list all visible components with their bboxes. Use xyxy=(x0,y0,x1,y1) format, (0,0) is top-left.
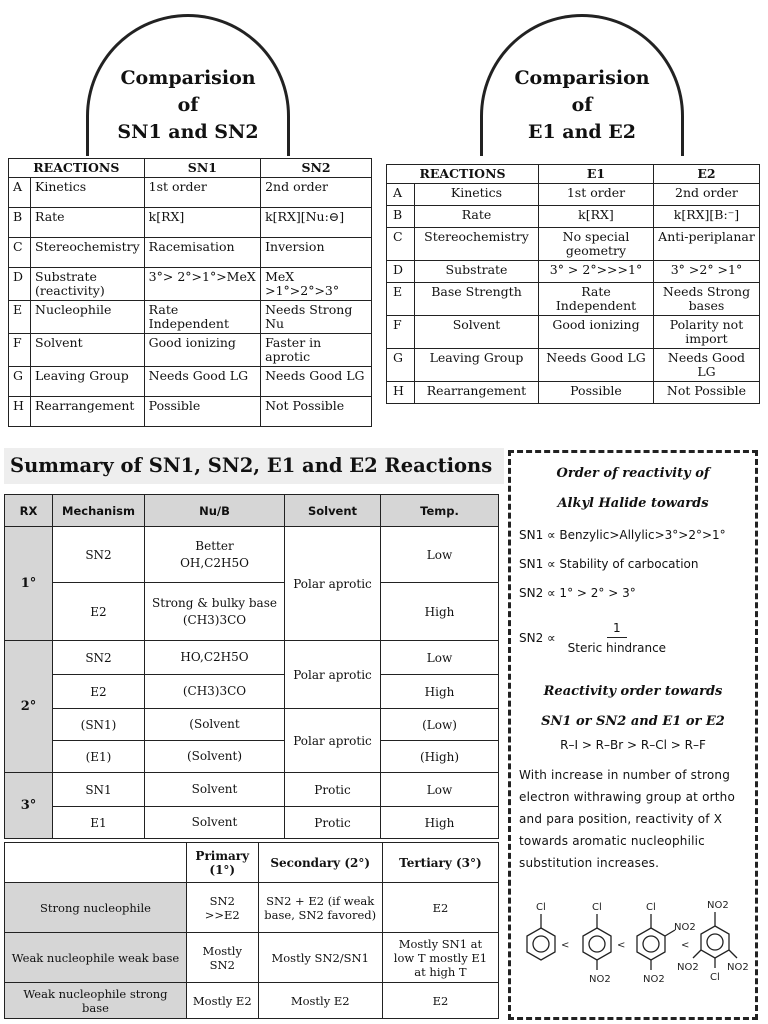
reactivity-line: SN2 ∝ 1° > 2° > 3° xyxy=(519,586,636,600)
primary-cell: Mostly SN2 xyxy=(187,933,259,983)
temp-cell: High xyxy=(381,807,499,839)
row-code: B xyxy=(387,206,415,228)
heading-line: of xyxy=(571,94,593,116)
property-cell: Kinetics xyxy=(415,184,539,206)
row-code: G xyxy=(9,367,31,397)
property-cell: Substrate (reactivity) xyxy=(31,268,145,301)
value-cell: 1st order xyxy=(144,178,260,208)
summary-table xyxy=(4,494,499,839)
value-cell: 1st order xyxy=(539,184,654,206)
property-cell: Stereochemistry xyxy=(415,228,539,261)
table-row xyxy=(5,675,499,709)
table-header-row xyxy=(387,165,760,184)
chem-label: Cl xyxy=(592,902,602,913)
row-code: B xyxy=(9,208,31,238)
less-than-sign: < xyxy=(617,940,626,951)
reactivity-line: SN1 ∝ Benzylic>Allylic>3°>2°>1° xyxy=(519,528,726,542)
summary-title: Summary of SN1, SN2, E1 and E2 Reactions xyxy=(4,448,504,484)
mechanism-cell: E1 xyxy=(53,807,145,839)
heading-line: Comparision xyxy=(514,67,650,89)
benzene-ring-1 xyxy=(527,928,555,960)
secondary-cell: Mostly E2 xyxy=(258,983,382,1019)
column-header: REACTIONS xyxy=(387,165,539,184)
mechanism-cell: E2 xyxy=(53,675,145,709)
tertiary-cell: Mostly SN1 at low T mostly E1 at high T xyxy=(382,933,498,983)
value-cell: Rate Independent xyxy=(539,283,654,316)
chlorobenzene-series-diagram xyxy=(519,890,751,990)
column-header: E1 xyxy=(539,165,654,184)
secondary-cell: Mostly SN2/SN1 xyxy=(258,933,382,983)
table-row xyxy=(387,261,760,283)
aromatic-substitution-note: With increase in number of strong electron withrawing group at ortho and para position, reactivity of X towards aromatic nucleophilic substitution increases. xyxy=(519,768,736,870)
property-cell: Rate xyxy=(415,206,539,228)
solvent-cell: Polar aprotic xyxy=(285,709,381,773)
column-header: Temp. xyxy=(381,495,499,527)
temp-cell: (Low) xyxy=(381,709,499,741)
heading-line: SN1 and SN2 xyxy=(117,121,259,143)
property-cell: Solvent xyxy=(415,316,539,349)
table-row xyxy=(5,807,499,839)
value-cell: MeX >1°>2°>3° xyxy=(261,268,372,301)
halide-order: R–I > R–Br > R–Cl > R–F xyxy=(560,738,706,752)
row-code: H xyxy=(9,397,31,427)
property-cell: Base Strength xyxy=(415,283,539,316)
temp-cell: High xyxy=(381,675,499,709)
chem-label: NO2 xyxy=(677,962,699,973)
rx-cell: 1° xyxy=(5,527,53,641)
benzene-ring-3 xyxy=(637,928,665,960)
column-header: SN1 xyxy=(144,159,260,178)
fraction-denominator: Steric hindrance xyxy=(567,641,667,655)
panel-heading: Order of reactivity of xyxy=(556,466,710,481)
heading-line: Comparision xyxy=(120,67,256,89)
value-cell: Inversion xyxy=(261,238,372,268)
table-row xyxy=(5,883,499,933)
column-header: REACTIONS xyxy=(9,159,145,178)
temp-cell: High xyxy=(381,583,499,641)
table-row xyxy=(9,334,372,367)
temp-cell: (High) xyxy=(381,741,499,773)
value-cell: Racemisation xyxy=(144,238,260,268)
heading-line: E1 and E2 xyxy=(527,121,637,143)
table-row xyxy=(5,773,499,807)
chem-label: Cl xyxy=(536,902,546,913)
table-row xyxy=(387,316,760,349)
e-comparison-table xyxy=(386,164,760,404)
table-row xyxy=(9,268,372,301)
primary-cell: Mostly E2 xyxy=(187,983,259,1019)
reagent-cell: (Solvent xyxy=(145,709,285,741)
less-than-sign: < xyxy=(681,940,690,951)
property-cell: Kinetics xyxy=(31,178,145,208)
row-code: C xyxy=(387,228,415,261)
reagent-value: OH,C2H5O xyxy=(180,555,249,570)
row-code: A xyxy=(387,184,415,206)
value-cell: Needs Good LG xyxy=(539,349,654,382)
mechanism-cell: SN2 xyxy=(53,527,145,583)
property-cell: Substrate xyxy=(415,261,539,283)
table-row xyxy=(387,206,760,228)
property-cell: Solvent xyxy=(31,334,145,367)
value-cell: 3° > 2°>>>1° xyxy=(539,261,654,283)
table-row xyxy=(387,184,760,206)
less-than-sign: < xyxy=(561,940,570,951)
tertiary-cell: E2 xyxy=(382,883,498,933)
value-cell: Good ionizing xyxy=(539,316,654,349)
value-cell: 3° >2° >1° xyxy=(653,261,759,283)
column-header: E2 xyxy=(653,165,759,184)
benzene-ring-2 xyxy=(583,928,611,960)
chem-label: NO2 xyxy=(589,974,611,985)
column-header: RX xyxy=(5,495,53,527)
steric-fraction xyxy=(519,620,747,657)
solvent-cell: Polar aprotic xyxy=(285,527,381,641)
row-code: F xyxy=(387,316,415,349)
panel-heading: Alkyl Halide towards xyxy=(557,496,709,511)
value-cell: Anti-periplanar xyxy=(653,228,759,261)
value-cell: Not Possible xyxy=(261,397,372,427)
tertiary-cell: E2 xyxy=(382,983,498,1019)
table-header-row xyxy=(5,843,499,883)
row-code: A xyxy=(9,178,31,208)
reagent-cell xyxy=(145,583,285,641)
table-row xyxy=(5,983,499,1019)
value-cell: Good ionizing xyxy=(144,334,260,367)
reagent-cell: Solvent xyxy=(145,807,285,839)
column-header: Nu/B xyxy=(145,495,285,527)
table-header-row xyxy=(9,159,372,178)
heading-sn-comparison xyxy=(86,14,290,156)
reagent-cell xyxy=(145,527,285,583)
fraction xyxy=(564,620,670,657)
chem-label: Cl xyxy=(646,902,656,913)
table-row xyxy=(9,397,372,427)
value-cell: Needs Strong Nu xyxy=(261,301,372,334)
reagent-cell: HO,C2H5O xyxy=(145,641,285,675)
value-cell: k[RX] xyxy=(539,206,654,228)
row-code: G xyxy=(387,349,415,382)
reagent-note: Strong & bulky base xyxy=(152,595,277,610)
chem-label: NO2 xyxy=(674,922,696,933)
row-label: Weak nucleophile weak base xyxy=(5,933,187,983)
table-row xyxy=(387,349,760,382)
table-row xyxy=(9,301,372,334)
substrate-degree-table xyxy=(4,842,499,1019)
value-cell: Possible xyxy=(539,382,654,404)
value-cell: Possible xyxy=(144,397,260,427)
table-row xyxy=(5,741,499,773)
property-cell: Rearrangement xyxy=(415,382,539,404)
reagent-note: Better xyxy=(195,538,234,553)
chem-label: NO2 xyxy=(707,900,729,911)
secondary-cell: SN2 + E2 (if weak base, SN2 favored) xyxy=(258,883,382,933)
value-cell: Polarity not import xyxy=(653,316,759,349)
panel-heading: Reactivity order towards xyxy=(543,684,723,699)
primary-cell: SN2 >>E2 xyxy=(187,883,259,933)
solvent-cell: Protic xyxy=(285,807,381,839)
table-row xyxy=(9,208,372,238)
value-cell: No special geometry xyxy=(539,228,654,261)
sn-comparison-table xyxy=(8,158,372,427)
table-row xyxy=(5,933,499,983)
column-header xyxy=(5,843,187,883)
value-cell: Needs Good LG xyxy=(144,367,260,397)
reactivity-notes-panel xyxy=(508,450,758,1020)
property-cell: Stereochemistry xyxy=(31,238,145,268)
value-cell: Needs Strong bases xyxy=(653,283,759,316)
table-row xyxy=(9,238,372,268)
value-cell: Needs Good LG xyxy=(261,367,372,397)
value-cell: Needs Good LG xyxy=(653,349,759,382)
column-header: Solvent xyxy=(285,495,381,527)
table-row xyxy=(387,228,760,261)
property-cell: Rearrangement xyxy=(31,397,145,427)
table-row xyxy=(5,583,499,641)
table-row xyxy=(9,367,372,397)
reagent-cell: (Solvent) xyxy=(145,741,285,773)
value-cell: k[RX][Nu:⊖] xyxy=(261,208,372,238)
property-cell: Nucleophile xyxy=(31,301,145,334)
value-cell: 2nd order xyxy=(653,184,759,206)
temp-cell: Low xyxy=(381,527,499,583)
row-label: Weak nucleophile strong base xyxy=(5,983,187,1019)
column-header: Secondary (2°) xyxy=(258,843,382,883)
solvent-cell: Protic xyxy=(285,773,381,807)
value-cell: k[RX] xyxy=(144,208,260,238)
row-code: D xyxy=(9,268,31,301)
property-cell: Leaving Group xyxy=(415,349,539,382)
solvent-cell: Polar aprotic xyxy=(285,641,381,709)
temp-cell: Low xyxy=(381,773,499,807)
value-cell: Rate Independent xyxy=(144,301,260,334)
mechanism-cell: SN2 xyxy=(53,641,145,675)
table-row xyxy=(5,709,499,741)
value-cell: Faster in aprotic xyxy=(261,334,372,367)
property-cell: Rate xyxy=(31,208,145,238)
row-code: H xyxy=(387,382,415,404)
fraction-lhs: SN2 ∝ xyxy=(519,631,556,645)
table-row xyxy=(5,527,499,583)
column-header: Tertiary (3°) xyxy=(382,843,498,883)
reagent-cell: (CH3)3CO xyxy=(145,675,285,709)
property-cell: Leaving Group xyxy=(31,367,145,397)
mechanism-cell: SN1 xyxy=(53,773,145,807)
row-code: E xyxy=(9,301,31,334)
table-row xyxy=(387,382,760,404)
value-cell: 2nd order xyxy=(261,178,372,208)
chem-label: NO2 xyxy=(727,962,749,973)
row-code: D xyxy=(387,261,415,283)
chem-label: Cl xyxy=(710,972,720,983)
mechanism-cell: E2 xyxy=(53,583,145,641)
rx-cell: 3° xyxy=(5,773,53,839)
rx-cell: 2° xyxy=(5,641,53,773)
value-cell: k[RX][B:⁻] xyxy=(653,206,759,228)
value-cell: 3°> 2°>1°>MeX xyxy=(144,268,260,301)
chem-label: NO2 xyxy=(643,974,665,985)
reactivity-line: SN1 ∝ Stability of carbocation xyxy=(519,557,699,571)
table-row xyxy=(9,178,372,208)
column-header: Mechanism xyxy=(53,495,145,527)
panel-heading: SN1 or SN2 and E1 or E2 xyxy=(541,714,725,729)
table-header-row xyxy=(5,495,499,527)
reagent-cell: Solvent xyxy=(145,773,285,807)
row-label: Strong nucleophile xyxy=(5,883,187,933)
row-code: E xyxy=(387,283,415,316)
reagent-value: (CH3)3CO xyxy=(182,612,247,627)
table-row xyxy=(5,641,499,675)
temp-cell: Low xyxy=(381,641,499,675)
mechanism-cell: (SN1) xyxy=(53,709,145,741)
column-header: SN2 xyxy=(261,159,372,178)
column-header: Primary (1°) xyxy=(187,843,259,883)
heading-line: of xyxy=(177,94,199,116)
row-code: C xyxy=(9,238,31,268)
row-code: F xyxy=(9,334,31,367)
fraction-numerator: 1 xyxy=(607,620,627,638)
value-cell: Not Possible xyxy=(653,382,759,404)
mechanism-cell: (E1) xyxy=(53,741,145,773)
heading-e-comparison xyxy=(480,14,684,156)
benzene-ring-4 xyxy=(701,926,729,958)
table-row xyxy=(387,283,760,316)
